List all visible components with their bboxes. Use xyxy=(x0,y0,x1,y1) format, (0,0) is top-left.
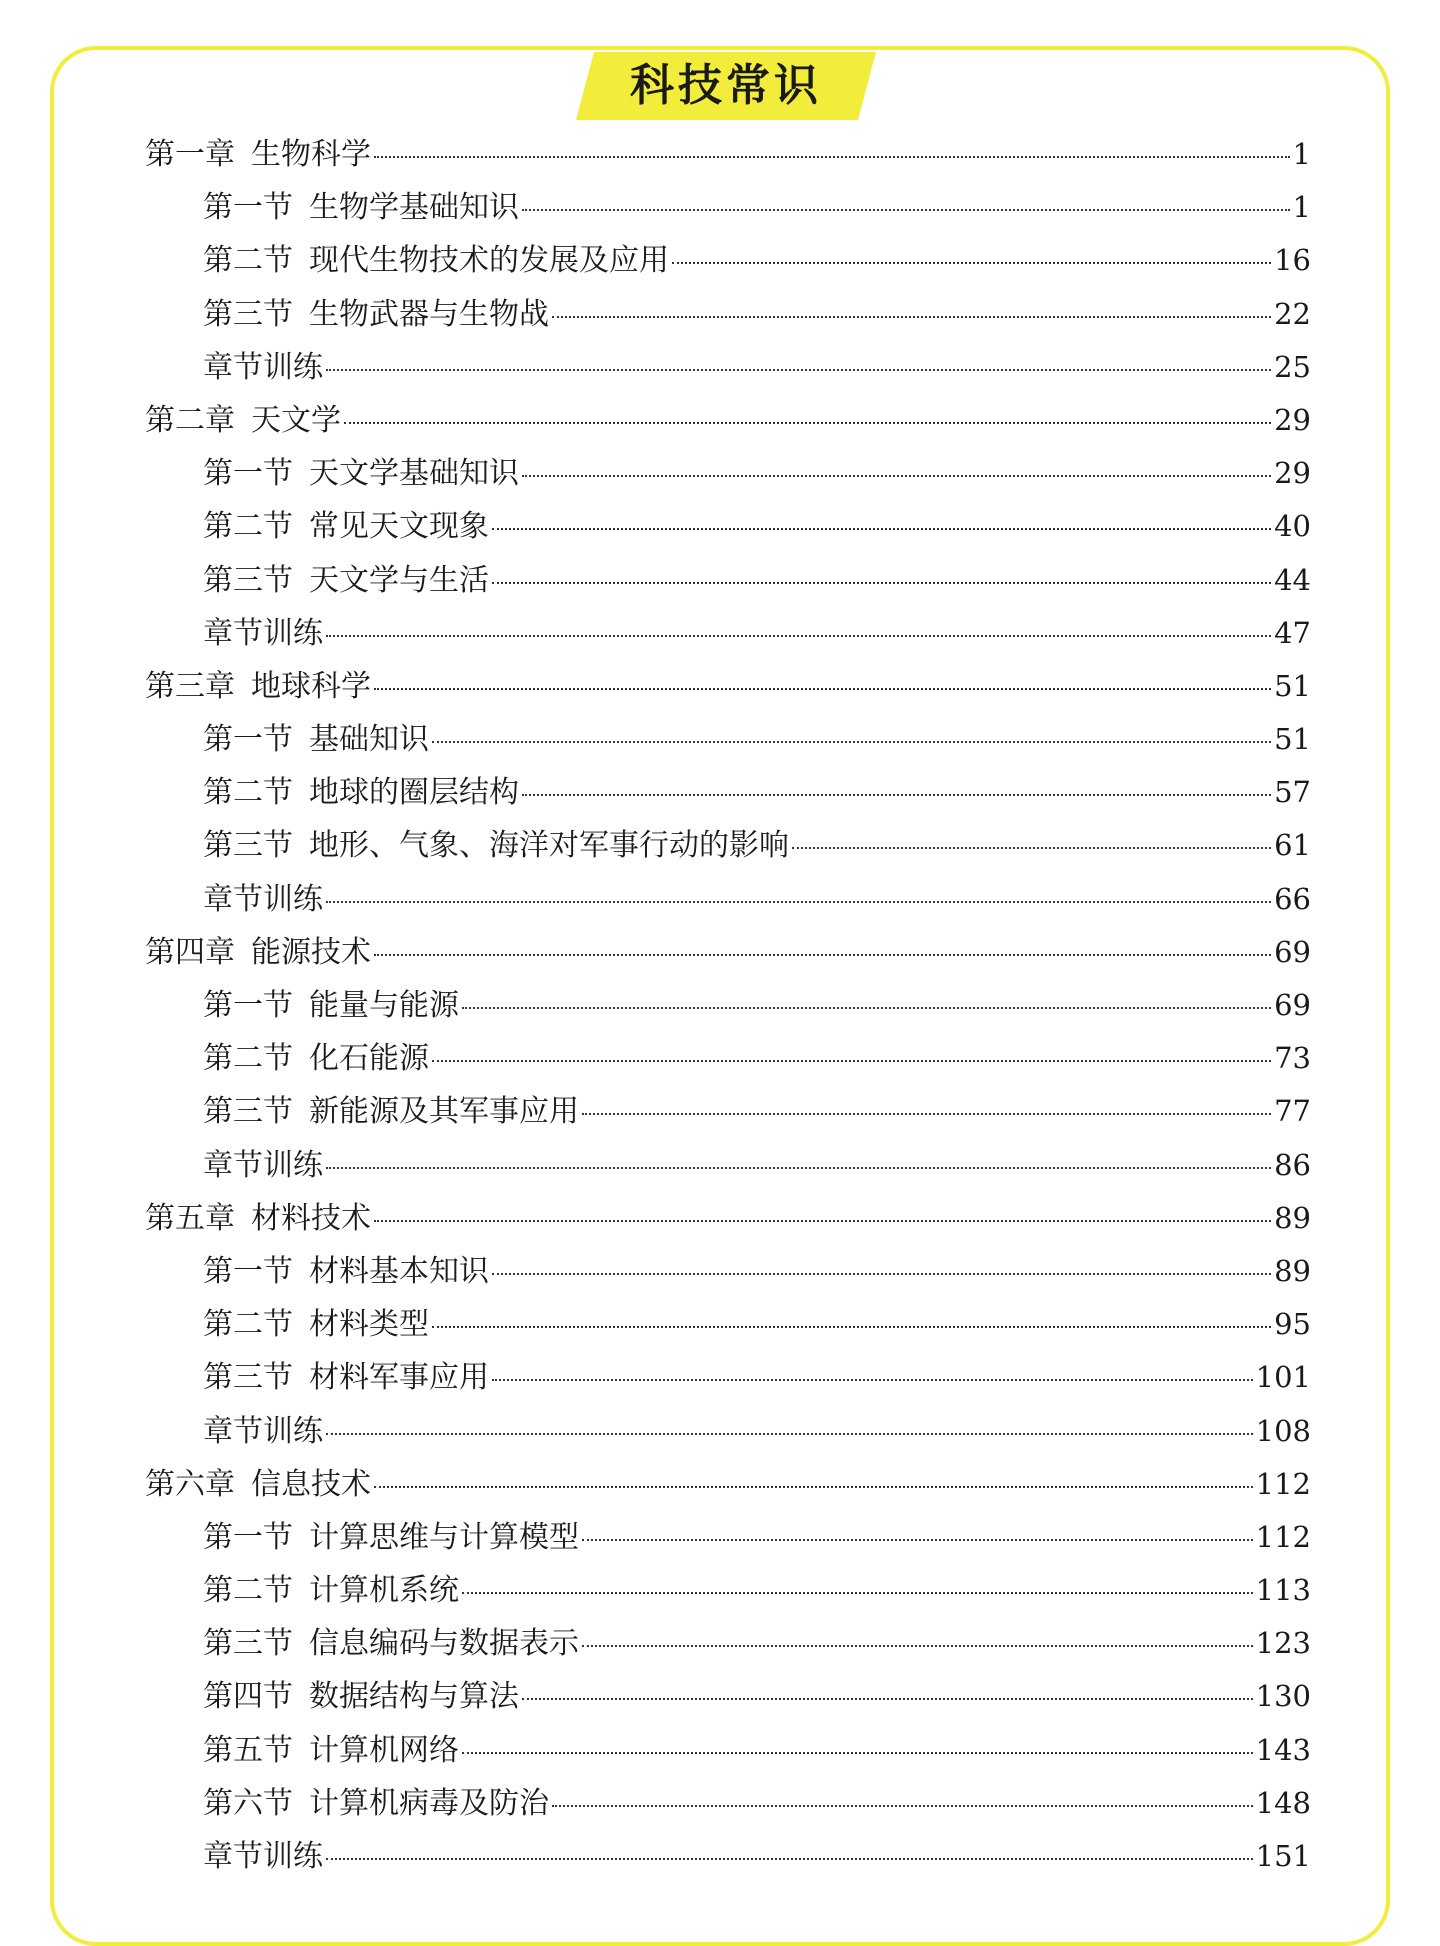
toc-entry-label xyxy=(203,554,489,607)
toc-entry-number: 第一章 xyxy=(145,137,235,172)
toc-entry-number: 第二节 xyxy=(203,1307,293,1343)
toc-dot-leader xyxy=(522,475,1271,477)
toc-dot-leader xyxy=(582,1645,1253,1647)
toc-entry-label xyxy=(203,713,429,766)
toc-entry-label xyxy=(145,926,371,979)
toc-section-row[interactable] xyxy=(145,234,1311,287)
toc-page-number: 57 xyxy=(1274,775,1311,810)
toc-page-number: 1 xyxy=(1292,190,1311,225)
toc-entry-label xyxy=(203,500,489,553)
page-title: 科技常识 xyxy=(630,60,822,111)
toc-page-number: 112 xyxy=(1255,1466,1311,1501)
toc-chapter-row[interactable] xyxy=(145,1192,1311,1245)
toc-entry-number: 第一节 xyxy=(203,1253,293,1289)
toc-entry-title: 章节训练 xyxy=(203,1147,323,1183)
toc-entry-number: 第三节 xyxy=(203,296,293,332)
toc-entry-title: 生物科学 xyxy=(251,137,371,172)
toc-dot-leader xyxy=(374,1486,1253,1488)
toc-entry-title: 章节训练 xyxy=(203,1839,323,1874)
toc-section-row[interactable] xyxy=(145,500,1311,553)
toc-page-number: 108 xyxy=(1255,1413,1311,1448)
toc-page-number: 25 xyxy=(1274,349,1311,384)
toc-section-row[interactable] xyxy=(145,447,1311,500)
toc-entry-number: 第五章 xyxy=(145,1200,235,1236)
toc-page-number: 86 xyxy=(1274,1147,1311,1182)
toc-page-number: 44 xyxy=(1274,562,1311,597)
toc-dot-leader xyxy=(462,1752,1253,1754)
toc-section-row[interactable] xyxy=(145,1298,1311,1351)
toc-entry-title: 材料类型 xyxy=(309,1307,429,1343)
toc-entry-title: 章节训练 xyxy=(203,881,323,917)
toc-section-row[interactable] xyxy=(145,713,1311,766)
toc-dot-leader xyxy=(492,1379,1253,1381)
toc-section-row[interactable] xyxy=(145,1085,1311,1138)
toc-entry-title: 计算思维与计算模型 xyxy=(309,1519,579,1555)
toc-entry-label xyxy=(203,1351,489,1404)
toc-entry-label xyxy=(145,394,341,447)
toc-section-row[interactable] xyxy=(145,766,1311,819)
toc-dot-leader xyxy=(326,1167,1271,1169)
toc-page-number: 47 xyxy=(1274,615,1311,650)
toc-section-row[interactable] xyxy=(145,1670,1311,1723)
toc-page-number: 1 xyxy=(1292,137,1311,171)
toc-entry-title: 信息技术 xyxy=(251,1466,371,1502)
toc-section-row[interactable] xyxy=(145,607,1311,660)
toc-section-row[interactable] xyxy=(145,1830,1311,1883)
toc-entry-title: 化石能源 xyxy=(309,1041,429,1077)
toc-entry-label xyxy=(203,234,669,287)
toc-entry-title: 能量与能源 xyxy=(309,988,459,1023)
toc-entry-title: 地形、气象、海洋对军事行动的影响 xyxy=(309,828,789,864)
toc-entry-title: 材料技术 xyxy=(251,1200,371,1236)
toc-page-number: 101 xyxy=(1255,1360,1311,1395)
toc-entry-label xyxy=(203,1139,323,1192)
toc-page-number: 89 xyxy=(1274,1200,1311,1235)
toc-entry-number: 第二节 xyxy=(203,775,293,811)
toc-entry-number: 第六章 xyxy=(145,1466,235,1502)
toc-section-row[interactable] xyxy=(145,873,1311,926)
title-banner xyxy=(576,52,876,120)
toc-entry-title: 基础知识 xyxy=(309,722,429,758)
toc-chapter-row[interactable] xyxy=(145,660,1311,713)
toc-entry-label xyxy=(203,979,459,1032)
toc-dot-leader xyxy=(344,422,1271,424)
toc-entry-number: 第一节 xyxy=(203,1519,293,1555)
toc-page-number: 113 xyxy=(1255,1573,1311,1608)
toc-dot-leader xyxy=(326,1433,1253,1435)
toc-page-number: 95 xyxy=(1274,1307,1311,1342)
toc-section-row[interactable] xyxy=(145,979,1311,1032)
toc-page-number: 22 xyxy=(1274,296,1311,331)
toc-section-row[interactable] xyxy=(145,1405,1311,1458)
toc-dot-leader xyxy=(432,1060,1271,1062)
toc-entry-label xyxy=(203,1777,549,1830)
toc-dot-leader xyxy=(374,1220,1271,1222)
toc-page-number: 123 xyxy=(1255,1626,1311,1661)
toc-page-number: 148 xyxy=(1255,1785,1311,1820)
toc-section-row[interactable] xyxy=(145,1564,1311,1617)
toc-entry-label xyxy=(203,1032,429,1085)
toc-section-row[interactable] xyxy=(145,1032,1311,1085)
toc-entry-number: 第三节 xyxy=(203,828,293,864)
toc-page-number: 29 xyxy=(1274,456,1311,491)
toc-dot-leader xyxy=(326,369,1271,371)
toc-entry-title: 地球科学 xyxy=(251,668,371,704)
toc-entry-number: 第一节 xyxy=(203,988,293,1023)
toc-page-number: 69 xyxy=(1274,934,1311,969)
toc-entry-label xyxy=(203,341,323,394)
toc-entry-title: 地球的圈层结构 xyxy=(309,775,519,811)
toc-dot-leader xyxy=(582,1113,1271,1115)
toc-dot-leader xyxy=(374,688,1271,690)
toc-entry-title: 计算机病毒及防治 xyxy=(309,1785,549,1821)
toc-entry-title: 天文学 xyxy=(251,402,341,438)
toc-dot-leader xyxy=(492,582,1271,584)
toc-entry-number: 第四节 xyxy=(203,1679,293,1715)
toc-entry-title: 常见天文现象 xyxy=(309,509,489,545)
toc-page-number: 66 xyxy=(1274,881,1311,916)
toc-entry-label xyxy=(203,1564,459,1617)
toc-entry-label xyxy=(203,766,519,819)
toc-page-number: 69 xyxy=(1274,988,1311,1022)
toc-dot-leader xyxy=(432,1326,1271,1328)
toc-entry-title: 信息编码与数据表示 xyxy=(309,1626,579,1662)
toc-dot-leader xyxy=(522,1698,1253,1700)
toc-dot-leader xyxy=(326,901,1271,903)
toc-page-number: 151 xyxy=(1255,1839,1311,1873)
toc-dot-leader xyxy=(582,1539,1253,1541)
toc-page-number: 143 xyxy=(1255,1732,1311,1767)
toc-entry-label xyxy=(203,1670,519,1723)
toc-entry-label xyxy=(203,1511,579,1564)
toc-entry-number: 第二节 xyxy=(203,509,293,545)
toc-dot-leader xyxy=(552,316,1271,318)
toc-entry-label xyxy=(203,1085,579,1138)
toc-page-number: 89 xyxy=(1274,1253,1311,1288)
toc-entry-number: 第一节 xyxy=(203,722,293,758)
toc-page-number: 40 xyxy=(1274,509,1311,544)
toc-dot-leader xyxy=(374,954,1271,956)
toc-dot-leader xyxy=(374,156,1290,158)
table-of-contents xyxy=(145,128,1311,1883)
toc-page-number: 77 xyxy=(1274,1094,1311,1129)
toc-section-row[interactable] xyxy=(145,1245,1311,1298)
toc-entry-number: 第四章 xyxy=(145,934,235,970)
toc-entry-number: 第三节 xyxy=(203,1094,293,1130)
toc-page-number: 29 xyxy=(1274,402,1311,437)
toc-entry-title: 材料基本知识 xyxy=(309,1253,489,1289)
toc-entry-number: 第二章 xyxy=(145,402,235,438)
toc-dot-leader xyxy=(462,1007,1271,1009)
toc-dot-leader xyxy=(492,1273,1271,1275)
toc-entry-number: 第三节 xyxy=(203,1360,293,1396)
toc-page-number: 130 xyxy=(1255,1679,1311,1714)
toc-section-row[interactable] xyxy=(145,1511,1311,1564)
toc-entry-number: 第一节 xyxy=(203,190,293,226)
toc-entry-number: 第五节 xyxy=(203,1732,293,1768)
toc-dot-leader xyxy=(672,262,1271,264)
toc-entry-label xyxy=(203,288,549,341)
toc-entry-label xyxy=(145,660,371,713)
toc-entry-title: 生物学基础知识 xyxy=(309,190,519,226)
toc-dot-leader xyxy=(792,847,1271,849)
toc-entry-title: 计算机系统 xyxy=(309,1573,459,1609)
toc-entry-label xyxy=(203,607,323,660)
toc-dot-leader xyxy=(326,635,1271,637)
toc-entry-title: 数据结构与算法 xyxy=(309,1679,519,1715)
toc-chapter-row[interactable] xyxy=(145,128,1311,181)
toc-entry-title: 计算机网络 xyxy=(309,1732,459,1768)
toc-entry-number: 第三节 xyxy=(203,1626,293,1662)
toc-entry-label xyxy=(203,447,519,500)
toc-page-number: 51 xyxy=(1274,668,1311,703)
toc-entry-label xyxy=(145,1458,371,1511)
toc-entry-number: 第三节 xyxy=(203,562,293,598)
toc-entry-number: 第一节 xyxy=(203,456,293,492)
toc-chapter-row[interactable] xyxy=(145,926,1311,979)
toc-dot-leader xyxy=(462,1592,1253,1594)
toc-dot-leader xyxy=(326,1858,1253,1860)
toc-dot-leader xyxy=(522,209,1290,211)
toc-entry-number: 第二节 xyxy=(203,1573,293,1609)
toc-section-row[interactable] xyxy=(145,1139,1311,1192)
toc-section-row[interactable] xyxy=(145,341,1311,394)
toc-entry-label xyxy=(145,1192,371,1245)
toc-entry-number: 第二节 xyxy=(203,243,293,279)
toc-entry-title: 章节训练 xyxy=(203,349,323,385)
toc-dot-leader xyxy=(492,528,1271,530)
toc-page-number: 73 xyxy=(1274,1041,1311,1076)
toc-entry-title: 现代生物技术的发展及应用 xyxy=(309,243,669,279)
toc-chapter-row[interactable] xyxy=(145,394,1311,447)
toc-entry-number: 第三章 xyxy=(145,668,235,704)
toc-page-number: 112 xyxy=(1255,1519,1311,1554)
toc-section-row[interactable] xyxy=(145,1724,1311,1777)
toc-entry-label xyxy=(203,1617,579,1670)
toc-section-row[interactable] xyxy=(145,288,1311,341)
toc-entry-title: 天文学与生活 xyxy=(309,562,489,598)
toc-entry-label xyxy=(203,1405,323,1458)
toc-entry-title: 章节训练 xyxy=(203,615,323,651)
toc-page-number: 51 xyxy=(1274,722,1311,757)
toc-entry-label xyxy=(203,873,323,926)
toc-entry-number: 第六节 xyxy=(203,1785,293,1821)
toc-entry-number: 第二节 xyxy=(203,1041,293,1077)
toc-entry-label xyxy=(203,1830,323,1883)
toc-dot-leader xyxy=(552,1805,1253,1807)
toc-entry-title: 材料军事应用 xyxy=(309,1360,489,1396)
toc-chapter-row[interactable] xyxy=(145,1458,1311,1511)
toc-section-row[interactable] xyxy=(145,1777,1311,1830)
toc-entry-label xyxy=(203,1298,429,1351)
toc-section-row[interactable] xyxy=(145,554,1311,607)
toc-section-row[interactable] xyxy=(145,1617,1311,1670)
toc-entry-label xyxy=(145,128,371,181)
toc-entry-label xyxy=(203,1724,459,1777)
toc-page-number: 16 xyxy=(1274,243,1311,278)
toc-entry-title: 天文学基础知识 xyxy=(309,456,519,492)
toc-section-row[interactable] xyxy=(145,819,1311,872)
toc-entry-title: 章节训练 xyxy=(203,1413,323,1449)
toc-entry-title: 能源技术 xyxy=(251,934,371,970)
toc-entry-title: 新能源及其军事应用 xyxy=(309,1094,579,1130)
toc-section-row[interactable] xyxy=(145,1351,1311,1404)
toc-page-number: 61 xyxy=(1274,828,1311,863)
toc-dot-leader xyxy=(432,741,1271,743)
toc-dot-leader xyxy=(522,794,1271,796)
toc-entry-label xyxy=(203,181,519,234)
toc-entry-title: 生物武器与生物战 xyxy=(309,296,549,332)
toc-entry-label xyxy=(203,819,789,872)
toc-entry-label xyxy=(203,1245,489,1298)
toc-section-row[interactable] xyxy=(145,181,1311,234)
